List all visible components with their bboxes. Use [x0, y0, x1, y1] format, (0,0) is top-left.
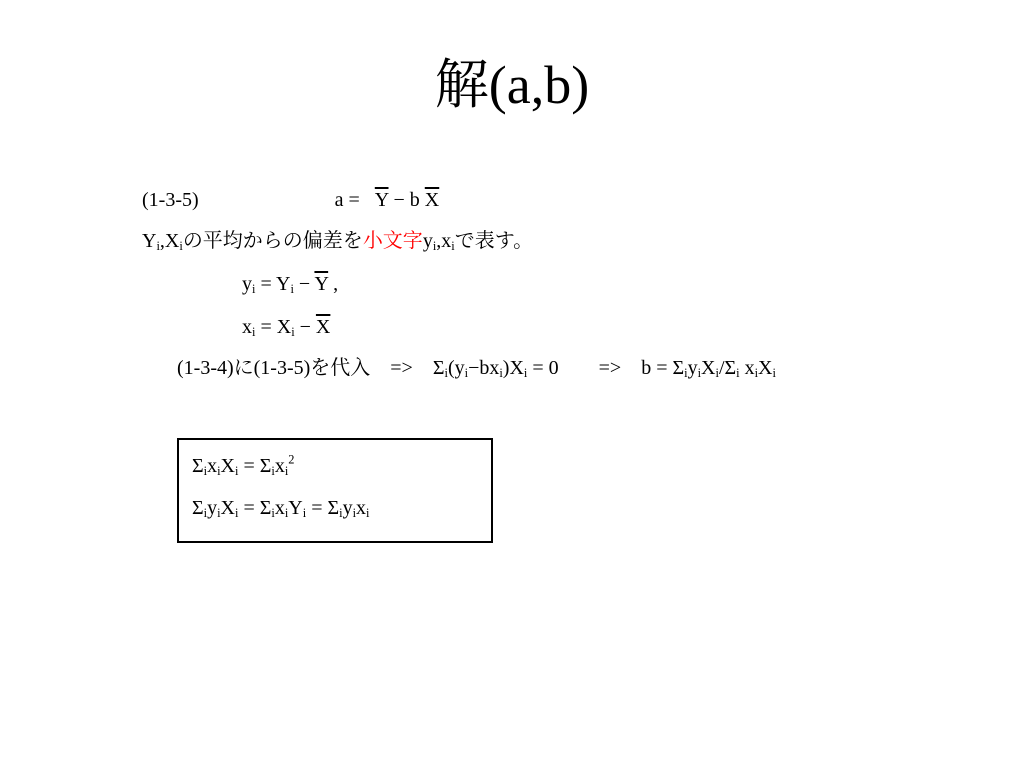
sub-i: i	[302, 506, 307, 521]
x-bar: $\overline{X}$	[424, 189, 440, 211]
term: x	[739, 357, 755, 379]
sub-i: i	[352, 506, 357, 521]
sub-i: i	[203, 506, 208, 521]
var-x: x	[242, 316, 252, 338]
sub-i: i	[284, 506, 289, 521]
sub-i: i	[697, 366, 702, 381]
slide-title	[0, 55, 1024, 115]
term: X	[701, 357, 716, 379]
var-y: y	[242, 273, 252, 295]
var-x: x	[441, 230, 452, 252]
term: = 0 => b = Σ	[527, 357, 685, 379]
sub-i: i	[271, 464, 275, 479]
equals-sigma: = Σ	[238, 497, 272, 519]
sub-i: i	[499, 366, 503, 381]
minus: −	[294, 316, 316, 338]
substitution-text: (1-3-4)に(1-3-5)を代入 => Σ	[177, 357, 445, 379]
sub-i: i	[252, 325, 256, 340]
term: −bx	[468, 357, 500, 379]
sub-i: i	[339, 506, 343, 521]
equals-Y: = Y	[255, 273, 291, 295]
sub-i: i	[684, 366, 688, 381]
y-bar: $\overline{Y}$	[314, 273, 329, 295]
equation-1-3-5	[142, 188, 439, 212]
equation-label: (1-3-5)	[142, 189, 199, 211]
xi-definition	[242, 315, 330, 339]
var-X: X	[164, 230, 180, 252]
sigma: Σ	[192, 455, 204, 477]
var-X: X	[220, 455, 235, 477]
equals-sigma: = Σ	[306, 497, 340, 519]
sub-i: i	[156, 239, 160, 254]
sub-i: i	[366, 506, 370, 521]
identity-line-2	[192, 496, 369, 520]
sub-i: i	[271, 506, 275, 521]
trailing-comma: ,	[328, 273, 339, 295]
term: (y	[447, 357, 465, 379]
sub-i: i	[432, 239, 437, 254]
comma: ,	[159, 230, 165, 252]
sub-i: i	[290, 282, 294, 297]
sub-i: i	[252, 282, 256, 297]
var-Y: Y	[288, 497, 303, 519]
term: y	[687, 357, 698, 379]
sub-i: i	[451, 239, 455, 254]
sub-i: i	[736, 366, 740, 381]
var-X: X	[220, 497, 235, 519]
var-y: y	[342, 497, 353, 519]
sub-i: i	[464, 366, 469, 381]
var-Y: Y	[142, 230, 157, 252]
description-tail: で表す。	[454, 230, 534, 252]
term: X	[758, 357, 773, 379]
sub-i: i	[444, 366, 448, 381]
sigma: Σ	[192, 497, 204, 519]
exponent-2: 2	[288, 452, 295, 467]
sub-i: i	[754, 366, 759, 381]
title-kanji: 解	[434, 55, 489, 115]
a-lhs: a =	[334, 189, 365, 211]
sub-i: i	[235, 506, 239, 521]
substitution-line	[177, 356, 776, 380]
sub-i: i	[772, 366, 776, 381]
var-x: x	[356, 497, 367, 519]
highlight-lowercase: 小文字	[362, 230, 423, 252]
minus-b: − b	[388, 189, 425, 211]
var-x: x	[274, 497, 285, 519]
sub-i: i	[179, 239, 183, 254]
sub-i: i	[217, 464, 221, 479]
yi-definition	[242, 272, 338, 296]
sub-i: i	[203, 464, 208, 479]
sub-i: i	[217, 506, 221, 521]
title-args: (a,b)	[488, 55, 590, 115]
var-y: y	[207, 497, 218, 519]
sub-i: i	[523, 366, 528, 381]
equals-X: = X	[255, 316, 292, 338]
sub-i: i	[291, 325, 295, 340]
deviation-description	[142, 229, 533, 253]
term: /Σ	[718, 357, 737, 379]
sub-i: i	[235, 464, 239, 479]
comma: ,	[436, 230, 442, 252]
equals-sigma: = Σ	[238, 455, 272, 477]
x-bar: $\overline{X}$	[315, 316, 331, 338]
y-bar: $\overline{Y}$	[374, 189, 389, 211]
identity-line-1	[192, 454, 294, 478]
sub-i: i	[715, 366, 719, 381]
var-y: y	[422, 230, 433, 252]
description-text: の平均からの偏差を	[182, 230, 363, 252]
var-x: x	[274, 455, 285, 477]
var-x: x	[207, 455, 218, 477]
sub-i: i	[284, 464, 289, 479]
term: )X	[502, 357, 524, 379]
minus: −	[293, 273, 315, 295]
identity-box	[177, 438, 493, 543]
